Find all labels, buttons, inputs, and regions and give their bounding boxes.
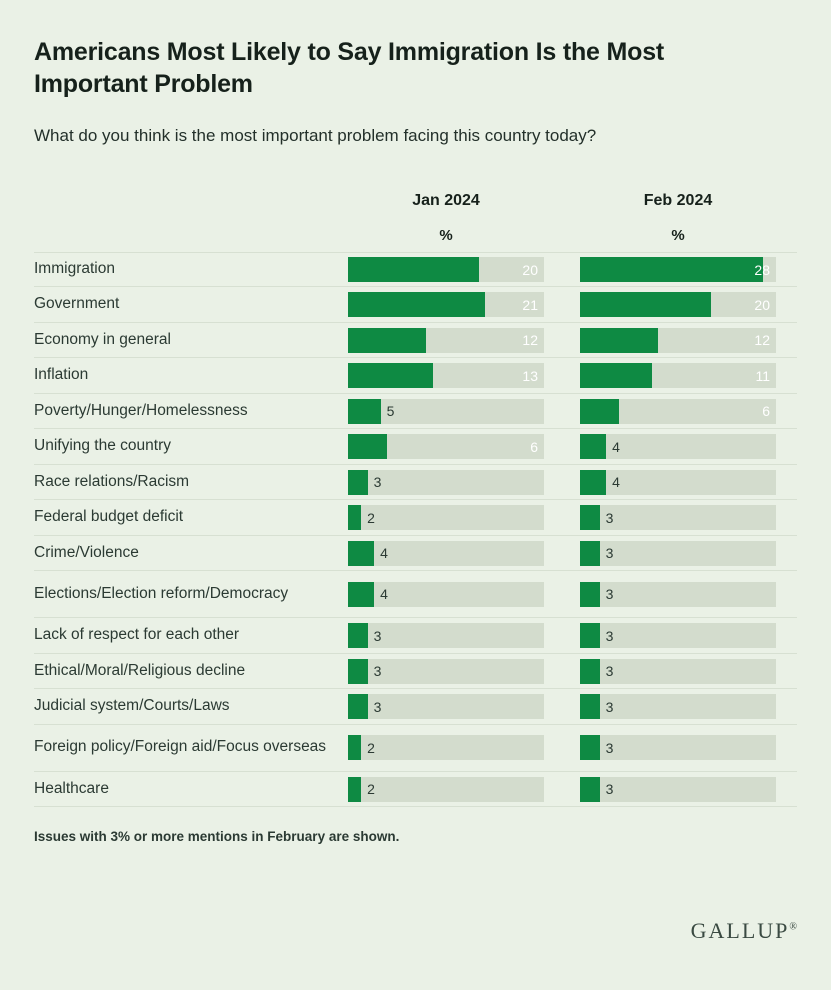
- bar-fill: [348, 777, 361, 802]
- row-label: Federal budget deficit: [34, 508, 184, 526]
- bar-cell: [348, 470, 544, 495]
- row-label: Inflation: [34, 366, 89, 384]
- column-header-jan: Jan 2024: [412, 191, 480, 209]
- bar-fill: [580, 582, 600, 607]
- bar-value: 3: [605, 739, 614, 756]
- bar-value: 4: [380, 545, 388, 562]
- bar-value: 2: [367, 739, 375, 756]
- bar-value: 3: [605, 698, 614, 715]
- table-row: [34, 429, 797, 465]
- bar-cell: [348, 623, 544, 648]
- bar-fill: [580, 735, 600, 760]
- bar-value: 5: [386, 403, 395, 420]
- table-row: [34, 500, 797, 536]
- bar-cell: [348, 777, 544, 802]
- bar-track: [348, 659, 544, 684]
- bar-fill: [580, 623, 600, 648]
- bar-track: [580, 582, 776, 607]
- bar-track: [580, 399, 776, 424]
- bar-value: 20: [522, 261, 538, 278]
- bar-fill: [348, 505, 361, 530]
- bar-track: [580, 363, 776, 388]
- row-label: Crime/Violence: [34, 543, 139, 561]
- bar-value: 2: [367, 509, 375, 526]
- bar-value: 6: [762, 403, 770, 420]
- bar-fill: [348, 582, 374, 607]
- bar-value: 11: [755, 367, 770, 384]
- column-units: [34, 210, 797, 244]
- bar-fill: [348, 623, 368, 648]
- row-label: Lack of respect for each other: [34, 626, 240, 644]
- bar-cell: [348, 292, 544, 317]
- bar-value: 28: [754, 261, 770, 278]
- bar-value: 6: [530, 438, 538, 455]
- row-label: Unifying the country: [34, 437, 171, 455]
- bar-value: 3: [605, 627, 614, 644]
- bar-track: [580, 659, 776, 684]
- bar-value: 2: [367, 781, 375, 798]
- bar-cell: [580, 541, 776, 566]
- bar-track: [348, 582, 544, 607]
- row-label: Ethical/Moral/Religious decline: [34, 661, 246, 679]
- table-row: [34, 689, 797, 725]
- column-header-feb: Feb 2024: [643, 191, 713, 209]
- table-row: [34, 536, 797, 572]
- bar-value: 3: [373, 474, 382, 491]
- table-row: [34, 287, 797, 323]
- bar-fill: [580, 399, 619, 424]
- bar-fill: [348, 399, 381, 424]
- bar-value: 4: [612, 438, 620, 455]
- table-row: [34, 394, 797, 430]
- bar-cell: [580, 470, 776, 495]
- bar-track: [580, 694, 776, 719]
- bar-fill: [348, 735, 361, 760]
- table-row: [34, 358, 797, 394]
- bar-track: [580, 257, 776, 282]
- bar-fill: [580, 257, 763, 282]
- chart-rows: [34, 252, 797, 808]
- bar-track: [348, 735, 544, 760]
- bar-fill: [580, 694, 600, 719]
- bar-track: [348, 257, 544, 282]
- bar-fill: [348, 292, 485, 317]
- column-headers: [34, 182, 797, 210]
- bar-fill: [580, 328, 658, 353]
- bar-track: [580, 470, 776, 495]
- table-row: [34, 772, 797, 808]
- table-row: [34, 654, 797, 690]
- bar-cell: [580, 434, 776, 459]
- bar-cell: [580, 399, 776, 424]
- bar-fill: [348, 363, 433, 388]
- bar-track: [348, 292, 544, 317]
- bar-cell: [580, 659, 776, 684]
- column-unit-jan: %: [439, 226, 453, 244]
- bar-track: [580, 623, 776, 648]
- bar-value: 3: [605, 586, 614, 603]
- bar-cell: [348, 399, 544, 424]
- bar-cell: [348, 257, 544, 282]
- bar-track: [580, 292, 776, 317]
- bar-cell: [348, 541, 544, 566]
- bar-cell: [348, 659, 544, 684]
- bar-cell: [348, 694, 544, 719]
- bar-cell: [348, 434, 544, 459]
- bar-cell: [348, 582, 544, 607]
- bar-fill: [580, 541, 600, 566]
- bar-track: [580, 735, 776, 760]
- bar-track: [348, 470, 544, 495]
- row-label: Healthcare: [34, 779, 109, 797]
- bar-cell: [580, 328, 776, 353]
- table-row: [34, 618, 797, 654]
- bar-cell: [580, 292, 776, 317]
- bar-fill: [580, 292, 711, 317]
- bar-chart: [34, 182, 797, 808]
- bar-fill: [580, 363, 652, 388]
- bar-cell: [348, 363, 544, 388]
- bar-fill: [580, 434, 606, 459]
- gallup-logo-text: GALLUP: [690, 918, 790, 943]
- table-row: [34, 465, 797, 501]
- bar-fill: [348, 470, 368, 495]
- chart-subtitle: What do you think is the most important problem facing this country today?: [34, 126, 597, 145]
- bar-value: 12: [754, 332, 770, 349]
- table-row: [34, 323, 797, 359]
- bar-value: 13: [522, 367, 538, 384]
- bar-fill: [348, 541, 374, 566]
- bar-value: 3: [605, 509, 614, 526]
- bar-fill: [580, 505, 600, 530]
- bar-track: [348, 434, 544, 459]
- bar-value: 4: [612, 474, 620, 491]
- row-label: Economy in general: [34, 330, 171, 348]
- bar-value: 20: [754, 296, 770, 313]
- bar-track: [580, 777, 776, 802]
- bar-track: [348, 505, 544, 530]
- bar-fill: [348, 257, 479, 282]
- bar-track: [580, 541, 776, 566]
- bar-cell: [580, 257, 776, 282]
- bar-cell: [580, 363, 776, 388]
- row-label: Foreign policy/Foreign aid/Focus overseas: [34, 738, 327, 756]
- bar-value: 3: [605, 663, 614, 680]
- table-row: [34, 571, 797, 618]
- bar-value: 3: [373, 663, 382, 680]
- row-label: Poverty/Hunger/Homelessness: [34, 401, 248, 419]
- bar-value: 3: [373, 627, 382, 644]
- bar-fill: [348, 694, 368, 719]
- bar-fill: [580, 470, 606, 495]
- bar-cell: [580, 582, 776, 607]
- page-title: Americans Most Likely to Say Immigration Is the Most Important Problem: [34, 38, 665, 98]
- bar-track: [348, 541, 544, 566]
- bar-fill: [348, 659, 368, 684]
- bar-track: [348, 694, 544, 719]
- bar-fill: [348, 434, 387, 459]
- bar-cell: [580, 623, 776, 648]
- bar-track: [348, 363, 544, 388]
- row-label: Elections/Election reform/Democracy: [34, 584, 289, 602]
- table-row: [34, 725, 797, 772]
- row-label: Government: [34, 295, 120, 313]
- bar-track: [348, 399, 544, 424]
- bar-track: [580, 328, 776, 353]
- bar-track: [348, 328, 544, 353]
- bar-cell: [580, 735, 776, 760]
- bar-track: [348, 777, 544, 802]
- bar-value: 12: [522, 332, 538, 349]
- bar-value: 3: [605, 781, 614, 798]
- bar-fill: [580, 659, 600, 684]
- bar-cell: [580, 777, 776, 802]
- row-label: Immigration: [34, 260, 115, 278]
- bar-value: 4: [380, 586, 388, 603]
- bar-track: [580, 434, 776, 459]
- bar-cell: [580, 694, 776, 719]
- bar-cell: [348, 735, 544, 760]
- chart-footnote: Issues with 3% or more mentions in February are shown.: [34, 829, 400, 845]
- bar-track: [580, 505, 776, 530]
- row-label: Judicial system/Courts/Laws: [34, 697, 230, 715]
- bar-track: [348, 623, 544, 648]
- bar-cell: [348, 328, 544, 353]
- column-unit-feb: %: [671, 226, 685, 244]
- row-label: Race relations/Racism: [34, 472, 190, 490]
- table-row: [34, 252, 797, 288]
- bar-cell: [580, 505, 776, 530]
- bar-value: 3: [373, 698, 382, 715]
- bar-value: 21: [522, 296, 538, 313]
- bar-cell: [348, 505, 544, 530]
- bar-fill: [580, 777, 600, 802]
- bar-fill: [348, 328, 426, 353]
- gallup-logo: GALLUP®: [690, 918, 797, 943]
- bar-value: 3: [605, 545, 614, 562]
